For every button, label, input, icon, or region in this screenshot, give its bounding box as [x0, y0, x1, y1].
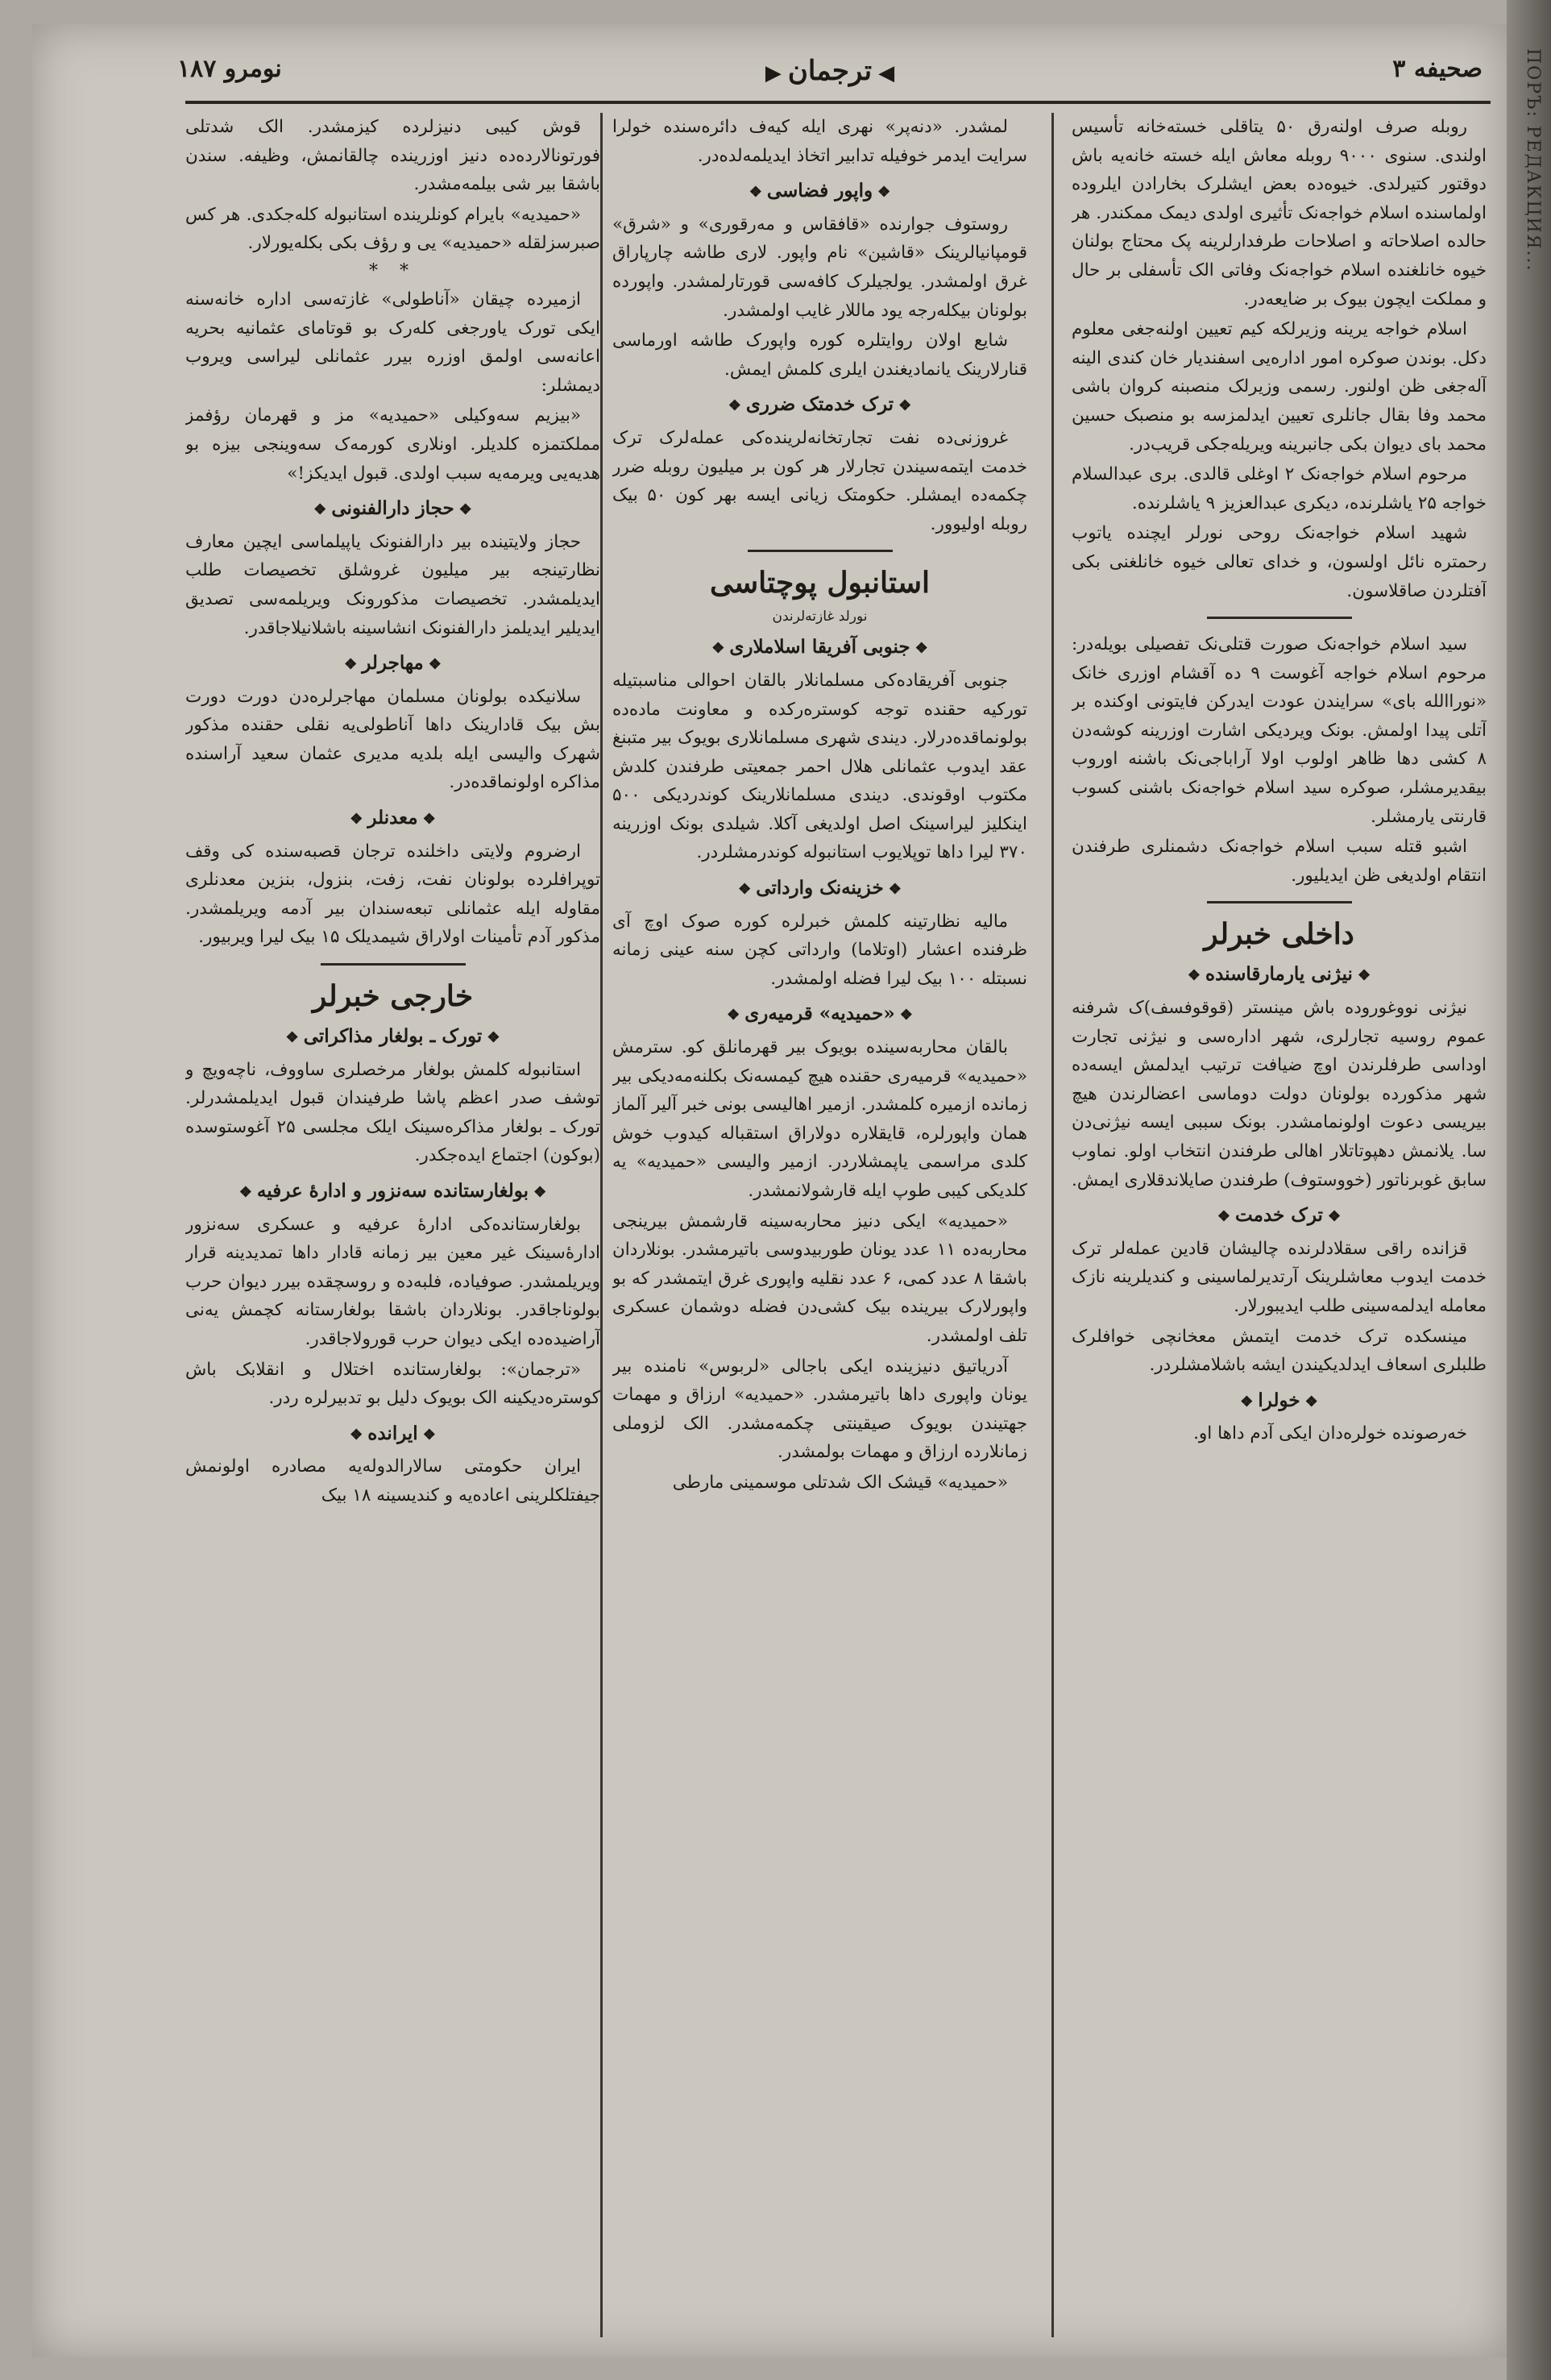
heading-text: خولرا: [1258, 1389, 1300, 1411]
header-rule: [185, 101, 1491, 104]
column-divider: [1051, 113, 1054, 2337]
article-heading: [185, 649, 600, 679]
ornament-icon: ❖: [914, 640, 928, 658]
article-heading: [612, 874, 1027, 904]
masthead: [161, 48, 1499, 97]
article-paragraph: نیژنی نووغوروده باش مینستر (قوقوفسف)ک شرفنه عموم روسیه تجارلری، شهر اداره‌سی و نیژنی تجارت اوداسی طرفلرندن اوچ ضیافت ترتیب ایدلمش ایسه‌ده شهر مذکورده بولونان دولت دوماسی اعضالرندن هیچ بیریسی دعوت اولونمامشدر. بونک سببی ایسه نیژنی‌دن سا. یلانمش دهپوتاتلار اهالی طرفندن انتخاب اولو. نماوب سابق غوبرناتور (خووستوف) طرفندن صایلاندقلاری ایمش.: [1072, 998, 1487, 1190]
article-paragraph: حجاز ولایتینده بیر دارالفنونک یاپیلماسی ایچین معارف نظارتینجه بیر میلیون غروشلق تخصیصات طلب ایدیلمشدر. تخصیصات مذکورونک ویریلمه‌سی تصدیق ایدیلیر ایدیلمز دارالفنونک انشاسینه باشلانیلاجاقدر.: [185, 531, 600, 638]
article-paragraph: مینسکده ترک خدمت ایتمش معخانچی خوافلرک طلبلری اسعاف ایدلدیکیندن ایشه باشلامشلردر.: [1072, 1326, 1487, 1376]
section-separator: [321, 963, 466, 966]
article-paragraph: خه‌رصونده خولره‌دان ایکی آدم داها او.: [1193, 1423, 1467, 1444]
heading-text: تورک ـ بولغار مذاکراتی: [303, 1025, 483, 1048]
article-paragraph: ازمیرده چیقان «آناطولی» غازته‌سی اداره خانه‌سنه ایکی تورک یاورجغی کله‌رک بو قوتامای عثمانیه بحریه اعانه‌سی اولمق اوزره بیرر عثمانلی لیراسی ویروب دیمشلر:: [185, 289, 600, 396]
ornament-icon: ❖: [749, 184, 762, 201]
article-paragraph: لمشدر. «دنه‌پر» نهری ایله کیه‌ف دائره‌سنده خولرا سرایت ایدمر خوفیله تدابیر اتخاذ ایدیلمه‌لده‌در.: [612, 117, 1027, 166]
article-paragraph: غروزنی‌ده نفت تجارتخانه‌لرینده‌کی عمله‌لرک ترک خدمت ایتمه‌سیندن تجارلار هر کون بر میلیون روبله ضرر چکمه‌ده ایمشلر. حکومتک زیانی ایسه بهر کون ۵۰ بیک روبله اولیوور.: [612, 427, 1027, 534]
ornament-icon: ❖: [285, 1029, 299, 1047]
ornament-icon: ❖: [738, 881, 752, 899]
ornament-icon: ❖: [344, 656, 358, 674]
section-heading: استانبول پوچتاسی: [709, 566, 931, 600]
ornament-icon: ❖: [313, 501, 327, 519]
heading-text: «حمیدیه» قرمیه‌ری: [744, 1003, 895, 1025]
ornament-icon: ❖: [350, 811, 363, 829]
ornament-icon: ▶: [765, 61, 782, 85]
article-paragraph: قزانده راقی سقلادلرنده چالیشان قادین عمله‌لر ترک خدمت ایدوب معاشلرینک آرتدیرلماسینی و کندیلرینه نازک معامله ایدلمه‌سینی طلب ایدیبورلار.: [1072, 1238, 1487, 1316]
article-paragraph: شایع اولان روایتلره کوره واپورک طاشه اورماسی قنارلارینک یانمادیغندن ایلری کلمش ایمش.: [612, 330, 1027, 380]
article-heading: [185, 494, 600, 525]
ornament-icon: ❖: [428, 656, 442, 674]
section-heading: خارجی خبرلر: [312, 979, 474, 1014]
article-paragraph: استانبوله کلمش بولغار مرخصلری ساووف، ناچه‌ویچ و توشف صدر اعظم پاشا طرفیندان قبول ایدیلمشدرلر. تورک ـ بولغار مذاکره‌سینک ایلک مجلسی ۲۵ آغوستوسده (بوکون) اجتماع ایده‌جکدر.: [185, 1059, 600, 1166]
article-paragraph: «حمیدیه» ایکی دنیز محاربه‌سینه قارشمش بیرینجی محاربه‌ده ۱۱ عدد یونان طوربیدوسی باتیرمشدر. بونلاردان باشقا ۸ عدد کمی، ۶ عدد نقلیه واپوری غرق ایتمشدر که بو واپورلارک بیرینده بیک کشی‌دن فضله دوشمان عسکری تلف اولمشدر.: [612, 1211, 1027, 1346]
section-separator: [748, 550, 893, 552]
heading-text: حجاز دارالفنونی: [331, 497, 454, 520]
title-text: ترجمان: [787, 55, 873, 87]
newspaper-title: [759, 55, 901, 87]
article-paragraph: «حمیدیه» قیشک الک شدتلی موسمینی مارطی: [672, 1472, 1008, 1493]
article-heading: [1072, 1201, 1487, 1232]
article-paragraph: مرحوم اسلام خواجه‌نک ۲ اوغلی قالدی. بری عبدالسلام خواجه ۲۵ یاشلرنده، دیکری عبدالعزیز ۹ یاشلرنده.: [1072, 464, 1487, 513]
article-paragraph: «بیزیم سه‌وکیلی «حمیدیه» مز و قهرمان رؤفمز مملکتمزه کلدیلر. اونلاری کورمه‌ک سه‌وینجی بیزه بو هدیه‌یی ویرمه‌یه سبب اولدی. قبول ایدیکز!»: [185, 405, 600, 484]
article-paragraph: «حمیدیه» بایرام کونلرینده استانبوله کله‌جکدی. هر کس صبرسزلقله «حمیدیه» یی و رؤف بکی بکله‌یورلار.: [185, 204, 600, 254]
column-middle: [612, 113, 1027, 2337]
article-paragraph: اشبو قتله سبب اسلام خواجه‌نک دشمنلری طرفندن انتقام اولدیغی ظن ایدیلیور.: [1072, 837, 1487, 886]
ornament-icon: ❖: [1187, 967, 1201, 985]
ornament-icon: ❖: [1357, 967, 1371, 985]
article-paragraph: شهید اسلام خواجه‌نک روحی نورلر ایچنده یاتوب رحمتره نائل اولسون، و خدای تعالی خیوه خانلغنی بکی آفتلردن صاقلاسون.: [1072, 523, 1487, 601]
article-heading: [185, 804, 600, 834]
article-paragraph: آدریاتیق دنیزینده ایکی باجالی «لربوس» نامنده بیر یونان واپوری داها باتیرمشدر. «حمیدیه» ارزاق و مهمات جهتیندن بویوک صیقینتی چکمه‌مشدر. الک لزوملی زمانلارده ارزاق و مهمات بولمشدر.: [612, 1356, 1027, 1463]
article-heading: [1072, 960, 1487, 991]
article-paragraph: اسلام خواجه یرینه وزیرلکه کیم تعیین اولنه‌جغی معلوم دکل. بوندن صوکره امور اداره‌یی اسفندیار خان کندی الینه آله‌جغی ظن اولنور. رسمی وزیرلک منصبنه کروان باشی محمد وفا بقال جانلری تعیین ایدلمزسه بو منصبک حسین محمد بای دیوان بکی جانبرینه ویریله‌جکی قریب‌در.: [1072, 319, 1487, 455]
ornament-icon: ❖: [899, 1007, 913, 1024]
article-paragraph: روستوف جوارنده «قافقاس و مه‌رقوری» و «شرق» قومپانیالرینک «قاشین» نام واپور. لاری طاشه چارپاراق غرق اولمشدر. یولجیلرک کافه‌سی قورتارلمشدر. واپورده بولونان بیکله‌رجه یود ماللار غایب اولمشدر.: [612, 214, 1027, 321]
ornament-icon: ❖: [238, 1184, 252, 1201]
ornament-icon: ❖: [728, 397, 741, 415]
ornament-icon: ❖: [1240, 1393, 1254, 1410]
section-separator: [1207, 901, 1352, 903]
heading-text: خزینه‌نک وارداتی: [756, 877, 884, 899]
article-heading: [612, 633, 1027, 663]
ornament-icon: ❖: [711, 640, 725, 658]
article-paragraph: ارضروم ولایتی داخلنده ترجان قصبه‌سنده کی وقف توپرافلرده بولونان نفت، زفت، بنزول، بنزین معدنلری مقاوله ایله عثمانلی تبعه‌سندان بیر آدمه ویریلمشدر. مذکور آدم تأمینات اولاراق شیمدیلک ۱۵ بیک لیرا ویربیور.: [185, 841, 600, 948]
article-heading: [185, 1177, 600, 1207]
heading-text: ترک خدمتک ضرری: [745, 393, 894, 416]
ornament-icon: ❖: [1327, 1208, 1342, 1226]
page-label: صحیفه ۳: [1392, 55, 1483, 83]
asterism: * *: [369, 260, 417, 281]
ornament-icon: ❖: [487, 1029, 500, 1047]
section-heading: داخلی خبرلر: [1204, 917, 1354, 952]
heading-text: ترک خدمت: [1235, 1204, 1323, 1227]
article-paragraph: قوش کیبی دنیزلرده کیزمشدر. الک شدتلی فورتونالارده‌ده دنیز اوزرینده چالقانمش، وظیفه. سندن باشقا بیر شی بیلمه‌مشدر.: [185, 117, 600, 195]
article-paragraph: «ترجمان»: بولغارستانده اختلال و انقلابک باش کوستره‌دیکینه الک بویوک دلیل بو تدبیرلره ردر.: [185, 1359, 600, 1409]
ornament-icon: ❖: [458, 501, 472, 519]
source-note: نورلد غازته‌لرندن: [772, 608, 868, 625]
heading-text: جنوبی آفریقا اسلاملاری: [729, 636, 910, 658]
ornament-icon: ◀: [878, 61, 895, 85]
heading-text: نیژنی یارمارقاسنده: [1205, 963, 1353, 986]
article-paragraph: سلانیکده بولونان مسلمان مهاجرلره‌دن دورت دورت بش بیک قادارینک داها آناطولی‌یه نقلی حقنده مذکور شهرک والیسی ایله بلدیه مدیری عثمان سعید آراسنده مذاکره اولونماقده‌در.: [185, 686, 600, 793]
heading-text: واپور فضاسی: [766, 180, 873, 202]
ornament-icon: ❖: [1217, 1208, 1231, 1226]
article-heading: [185, 1022, 600, 1053]
heading-text: بولغارستانده سه‌نزور و ادارهٔ عرفیه: [256, 1180, 529, 1202]
heading-text: مهاجرلر: [362, 652, 424, 675]
article-paragraph: سید اسلام خواجه‌نک صورت قتلی‌نک تفصیلی بویله‌در: مرحوم اسلام خواجه آغوست ۹ ده آقشام اوزری خانک «نوراالله بای» سرایندن عودت ایدرکن فایتونی اوکنده بر آتلی پیدا اولمش. بونک ویردیکی اشارت اوزرینه کوشه‌دن ۸ کشی دها ظاهر اولوب اولا آراباجی‌نک باشنه اوروب بیقدیرمشلر، صوکره سید اسلام خواجه‌نک باشنی کسوب قارنتی یارمشلر.: [1072, 634, 1487, 827]
article-heading: [1072, 1386, 1487, 1417]
article-heading: [185, 1419, 600, 1450]
article-paragraph: بالقان محاربه‌سینده بویوک بیر قهرمانلق کو. سترمش «حمیدیه» قرمیه‌ری حقنده هیچ کیمسه‌نک بکلنه‌مه‌دیکی بیر زمانده ازمیره کلمشدر. ازمیر اهالیسی بونی خبر آلیر آلماز همان واپورلره، قایقلاره دولاراق استقباله کیدوب خوش کلدی مراسمی یاپمشلاردر. ازمیر والیسی «حمیدیه» یه کلدیکی کیبی طوپ ایله قارشولانمشدر.: [612, 1037, 1027, 1201]
heading-text: معدنلر: [367, 807, 418, 829]
ornament-icon: ❖: [1304, 1393, 1318, 1410]
column-right: [1072, 113, 1487, 2337]
section-separator: [1207, 617, 1352, 619]
heading-text: ایرانده: [367, 1422, 418, 1444]
article-paragraph: بولغارستانده‌کی ادارهٔ عرفیه و عسکری سه‌نزور ادارهٔ‌سینک غیر معین بیر زمانه قادار داها تمدیدینه قرار ویریلمشدر. صوفیاده، فلبه‌ده و روسچقده بیرر دیوان حرب بولوناجاقدر. بونلاردان باشقا بولغارستانه کچمش یه‌نی آراضیده‌ده ایکی دیوان حرب قورولاجاقدر.: [185, 1214, 600, 1349]
edge-text: ПОРЪ: РЕДАКЦИЯ...: [1523, 48, 1543, 272]
ornament-icon: ❖: [350, 1426, 363, 1443]
article-paragraph: ایران حکومتی سالارالدوله‌یه مصادره اولونمش جیفتلکلرینی اعاده‌یه و کندیسینه ۱۸ بیک: [185, 1456, 600, 1506]
article-paragraph: مالیه نظارتینه کلمش خبرلره کوره صوک اوچ آی ظرفنده اعشار (اوتلاما) وارداتی کچن سنه عینی زمانه نسبتله ۱۰۰ بیک لیرا فضله اولمشدر.: [612, 911, 1027, 989]
column-left: [185, 113, 600, 2337]
ornament-icon: ❖: [727, 1007, 740, 1024]
issue-label: نومرو ۱۸۷: [177, 55, 282, 83]
ornament-icon: ❖: [533, 1184, 547, 1201]
column-divider: [600, 113, 603, 2337]
ornament-icon: ❖: [877, 184, 891, 201]
article-paragraph: روبله صرف اولنه‌رق ۵۰ یتاقلی خسته‌خانه تأسیس اولندی. سنوی ۹۰۰۰ روبله معاش ایله خسته خانه‌یه باش دوقتور کتیرلدی. خیوه‌ده بعض ایشلرک بخارادن ایلروده اولماسنده اسلام خواجه‌نک تأثیری اولدی دیمک ممکندر. هر حالده اصلاحاته و اصلاحات طرفدارلرینه پک محتاج بولنان خیوه خانلغنده اسلام خواجه‌نک وفاتی الک تأسفلی بر حال و مملکت ایچون بیوک بر ضایعه‌در.: [1072, 117, 1487, 309]
ornament-icon: ❖: [422, 811, 436, 829]
article-heading: [612, 177, 1027, 207]
article-heading: [612, 999, 1027, 1030]
article-heading: [612, 390, 1027, 421]
page-edge: [1507, 0, 1551, 2380]
article-paragraph: جنوبی آفریقاده‌کی مسلمانلار بالقان احوالی مناسبتیله تورکیه حقنده توجه کوستره‌رکده و معاونت ماده‌ده بولونماقده‌درلار. دیندی شهری مسلمانلاری بویوک بیر متبنغ عقد ایدوب عثمانلی هلال احمر جمعیتی طرفندن کلدش مکتوب اوقوندی. دیندی مسلمانلارینک کوندردیکی ۵۰۰ اینکلیز لیراسینک اصل اولدیغی آکلا. شیلدی بونک اوزرینه ۳۷۰ لیرا داها توپلایوب استانبوله کوندرمشلردر.: [612, 670, 1027, 863]
ornament-icon: ❖: [422, 1426, 436, 1443]
ornament-icon: ❖: [888, 881, 902, 899]
ornament-icon: ❖: [898, 397, 912, 415]
